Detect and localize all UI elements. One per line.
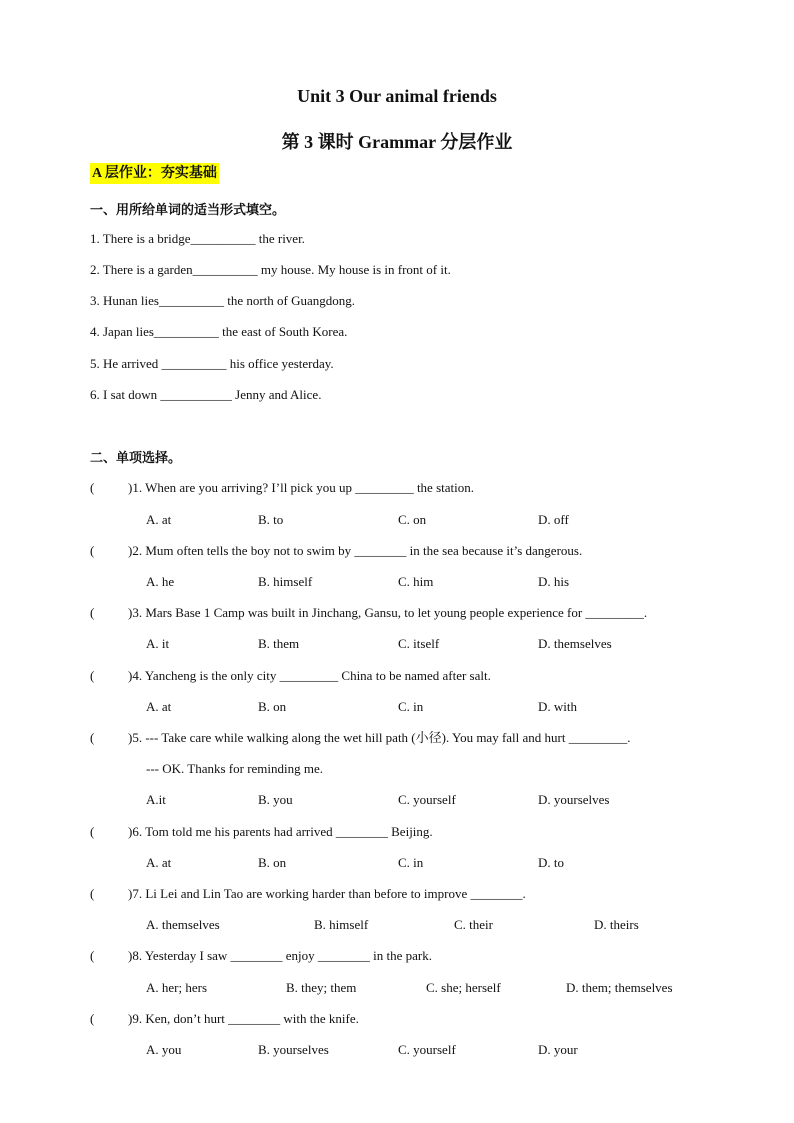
question-row-8 bbox=[90, 947, 432, 964]
question-stem: )9. Ken, don’t hurt ________ with the knife. bbox=[128, 1011, 359, 1026]
option-b: B. on bbox=[258, 699, 287, 714]
option-c: C. she; herself bbox=[426, 980, 501, 995]
answer-paren: ( bbox=[90, 948, 95, 963]
option-b: B. himself bbox=[314, 917, 369, 932]
question-stem: )3. Mars Base 1 Camp was built in Jinchang, Gansu, to let young people experience for _________. bbox=[128, 605, 648, 620]
option-b: B. to bbox=[258, 512, 284, 527]
question-stem: )6. Tom told me his parents had arrived ________ Beijing. bbox=[128, 824, 433, 839]
dialogue-reply: --- OK. Thanks for reminding me. bbox=[146, 761, 324, 776]
option-a: A. it bbox=[146, 636, 170, 651]
option-c: C. their bbox=[454, 917, 493, 932]
option-a: A. you bbox=[146, 1042, 182, 1057]
option-b: B. on bbox=[258, 855, 287, 870]
question-stem: )5. --- Take care while walking along the wet hill path (小径). You may fall and hurt _________. bbox=[128, 730, 631, 745]
level-label: A 层作业：夯实基础 bbox=[90, 163, 219, 184]
option-a: A. he bbox=[146, 574, 175, 589]
question-stem: )7. Li Lei and Lin Tao are working harder than before to improve ________. bbox=[128, 886, 526, 901]
answer-paren: ( bbox=[90, 824, 95, 839]
answer-paren: ( bbox=[90, 668, 95, 683]
option-d: D. his bbox=[538, 574, 570, 589]
question-row-7 bbox=[90, 885, 526, 902]
option-c: C. yourself bbox=[398, 792, 456, 807]
answer-paren: ( bbox=[90, 886, 95, 901]
question-stem: )4. Yancheng is the only city _________ China to be named after salt. bbox=[128, 668, 491, 683]
option-b: B. they; them bbox=[286, 980, 357, 995]
question-row-5 bbox=[90, 729, 631, 746]
section1-heading: 一、用所给单词的适当形式填空。 bbox=[90, 202, 286, 217]
option-d: D. your bbox=[538, 1042, 578, 1057]
option-c: C. itself bbox=[398, 636, 440, 651]
question-row-4 bbox=[90, 667, 491, 684]
question-row-3 bbox=[90, 604, 647, 621]
answer-paren: ( bbox=[90, 605, 95, 620]
fill-item-1: 1. There is a bridge__________ the river. bbox=[90, 231, 305, 246]
answer-paren: ( bbox=[90, 543, 95, 558]
option-d: D. theirs bbox=[594, 917, 639, 932]
question-row-9 bbox=[90, 1010, 359, 1027]
question-stem: )8. Yesterday I saw ________ enjoy ________ in the park. bbox=[128, 948, 433, 963]
fill-item-6: 6. I sat down ___________ Jenny and Alice. bbox=[90, 387, 322, 402]
option-d: D. yourselves bbox=[538, 792, 610, 807]
question-stem: )1. When are you arriving? I’ll pick you up _________ the station. bbox=[128, 480, 474, 495]
fill-item-2: 2. There is a garden__________ my house. My house is in front of it. bbox=[90, 262, 451, 277]
option-a: A. at bbox=[146, 512, 172, 527]
fill-item-3: 3. Hunan lies__________ the north of Guangdong. bbox=[90, 293, 356, 308]
option-d: D. them; themselves bbox=[566, 980, 673, 995]
option-b: B. them bbox=[258, 636, 300, 651]
option-a: A.it bbox=[146, 792, 166, 807]
option-d: D. with bbox=[538, 699, 577, 714]
question-row-6 bbox=[90, 823, 433, 840]
option-d: D. off bbox=[538, 512, 569, 527]
fill-item-4: 4. Japan lies__________ the east of South Korea. bbox=[90, 324, 348, 339]
question-row-1 bbox=[90, 479, 474, 496]
option-c: C. on bbox=[398, 512, 427, 527]
option-a: A. themselves bbox=[146, 917, 220, 932]
option-a: A. at bbox=[146, 855, 172, 870]
option-b: B. yourselves bbox=[258, 1042, 329, 1057]
page-title: Unit 3 Our animal friends bbox=[297, 86, 497, 106]
option-c: C. him bbox=[398, 574, 434, 589]
option-a: A. at bbox=[146, 699, 172, 714]
option-b: B. you bbox=[258, 792, 293, 807]
answer-paren: ( bbox=[90, 480, 95, 495]
section2-heading: 二、单项选择。 bbox=[90, 450, 182, 465]
option-a: A. her; hers bbox=[146, 980, 208, 995]
question-stem: )2. Mum often tells the boy not to swim by ________ in the sea because it’s dangerous. bbox=[128, 543, 583, 558]
option-c: C. yourself bbox=[398, 1042, 456, 1057]
question-row-2 bbox=[90, 542, 582, 559]
option-d: D. themselves bbox=[538, 636, 612, 651]
page-subtitle: 第 3 课时 Grammar 分层作业 bbox=[281, 132, 513, 152]
answer-paren: ( bbox=[90, 1011, 95, 1026]
option-c: C. in bbox=[398, 699, 424, 714]
answer-paren: ( bbox=[90, 730, 95, 745]
option-d: D. to bbox=[538, 855, 564, 870]
fill-item-5: 5. He arrived __________ his office yesterday. bbox=[90, 356, 334, 371]
option-c: C. in bbox=[398, 855, 424, 870]
option-b: B. himself bbox=[258, 574, 313, 589]
